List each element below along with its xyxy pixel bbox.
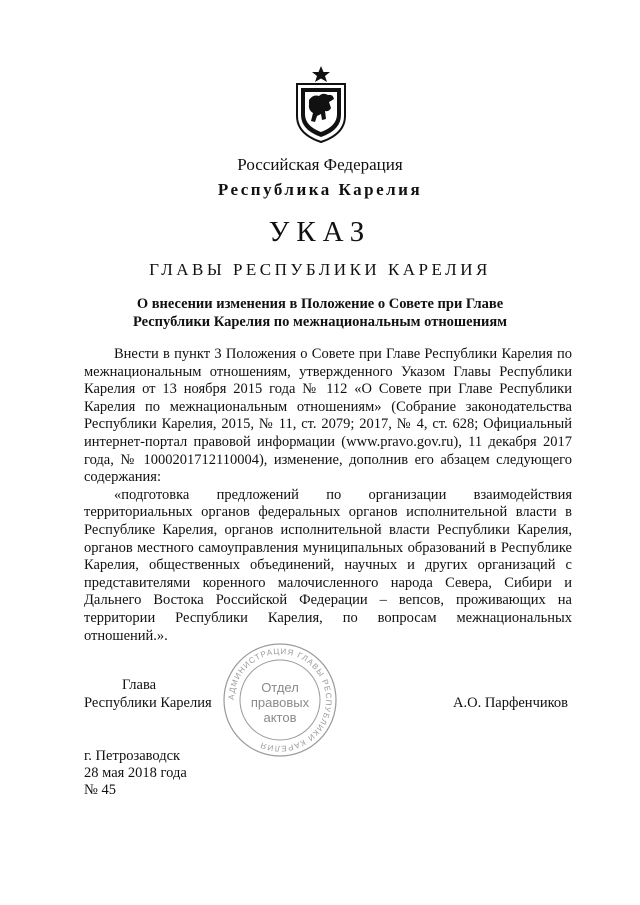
signatory-name: А.О. Парфенчиков	[453, 695, 569, 711]
republic-name: Республика Карелия	[217, 180, 423, 199]
signatory-title	[84, 676, 212, 712]
document-issuer: ГЛАВЫ РЕСПУБЛИКИ КАРЕЛИЯ	[149, 260, 491, 279]
stamp-line-3: актов	[263, 710, 297, 725]
document-number: № 45	[84, 782, 116, 798]
stamp-line-1: Отдел	[261, 680, 299, 695]
document-body	[84, 346, 572, 645]
coat-of-arms-emblem	[291, 64, 351, 144]
document-type: УКАЗ	[268, 216, 372, 248]
document-footer	[84, 748, 187, 799]
official-stamp	[220, 640, 340, 760]
signatory-title-line-2: Республики Карелия	[84, 695, 212, 711]
document-subject	[130, 296, 510, 331]
body-paragraph-1: Внести в пункт 3 Положения о Совете при Главе Республики Карелия по межнациональным отношениям, утвержденного Указом Главы Республики Карелия от 13 ноября 2015 года № 112 «О Совете при Главе Республики Карелия по межнациональным отношениям» (Собрание законодательства Республики Карелия, 2015, № 11, ст. 2079; 2017, № 4, ст. 628; Официальный интернет-портал правовой информации (www.pravo.gov.ru), 11 декабря 2017 года, № 1000201712110004), изменение, дополнив его абзацем следующего содержания:	[84, 346, 572, 486]
issue-city: г. Петрозаводск	[84, 748, 181, 764]
body-paragraph-2: «подготовка предложений по организации взаимодействия территориальных органов федеральных органов исполнительной власти в Республике Карелия, органов исполнительной власти Республики Карелия, органов местного самоуправления муниципальных образований в Республике Карелия, общественных объединений, научных и других организаций с представителями коренного малочисленного народа Севера, Сибири и Дальнего Востока Российской Федерации – вепсов, проживающих на территории Республики Карелия, по вопросам межнациональных отношений.».	[84, 486, 572, 644]
stamp-line-2: правовых	[250, 695, 310, 710]
subject-line-2: Республики Карелия по межнациональным отношениям	[132, 313, 508, 330]
country-name: Российская Федерация	[237, 155, 403, 174]
stamp-ring-text: АДМИНИСТРАЦИЯ ГЛАВЫ РЕСПУБЛИКИ КАРЕЛИЯ	[226, 646, 334, 754]
signatory-title-line-1: Глава	[122, 677, 157, 693]
subject-line-1: О внесении изменения в Положение о Совете при Главе	[136, 296, 504, 312]
issue-date: 28 мая 2018 года	[84, 765, 187, 781]
